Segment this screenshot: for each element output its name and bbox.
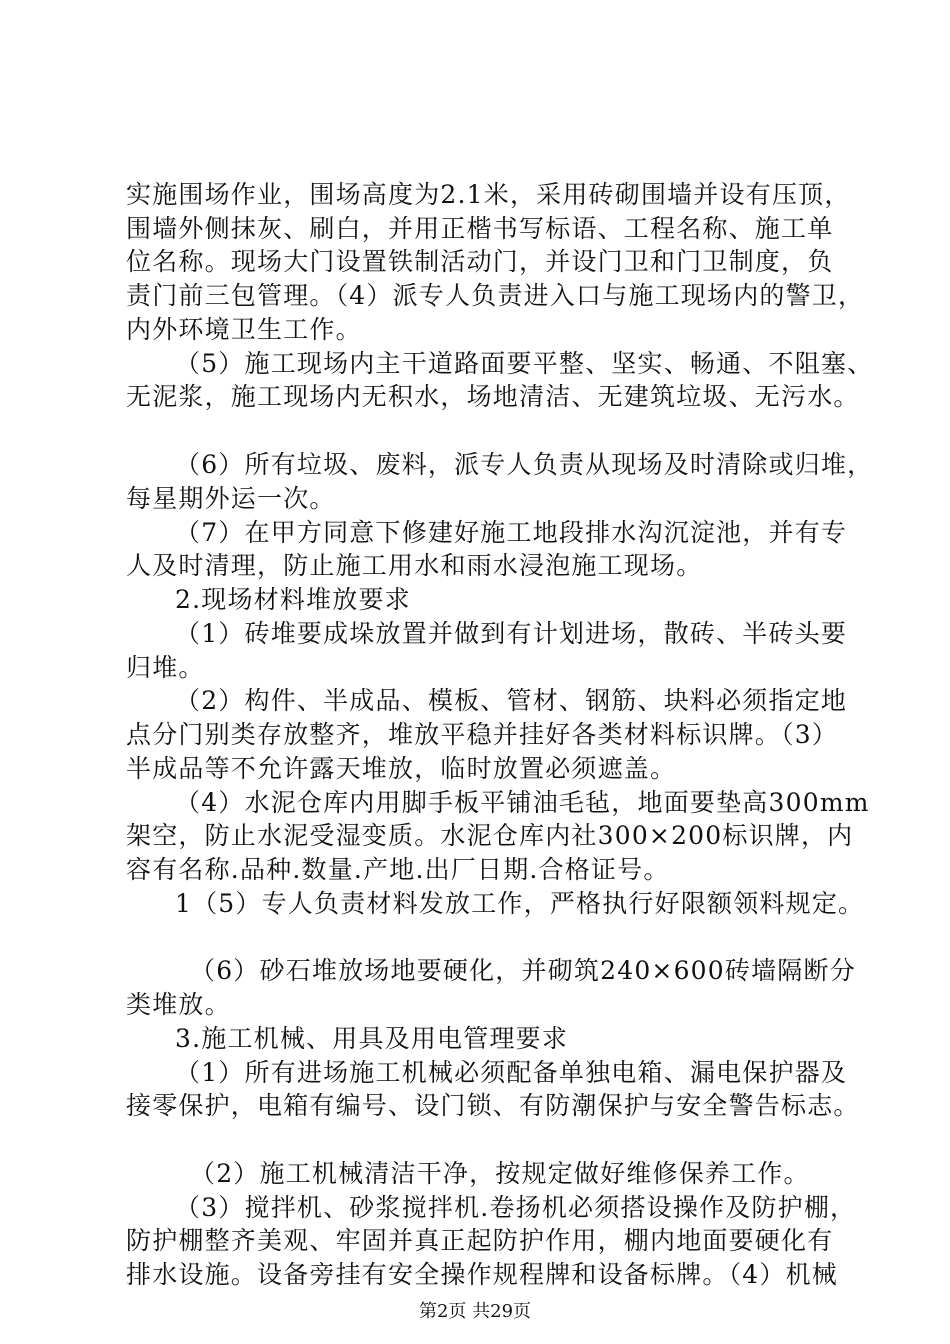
text-line: 围墙外侧抹灰、刷白，并用正楷书写标语、工程名称、施工单 [126, 214, 834, 243]
text-line: 防护棚整齐美观、牢固并真正起防护作用，棚内地面要硬化有 [126, 1226, 834, 1255]
page-number: 第2页 共29页 [418, 1301, 532, 1322]
text-line: 每星期外运一次。 [126, 484, 336, 513]
text-line: 1（5）专人负责材料发放工作，严格执行好限额领料规定。 [175, 889, 865, 918]
text-line: 人及时清理，防止施工用水和雨水浸泡施工现场。 [126, 551, 703, 580]
text-line: 类堆放。 [126, 990, 231, 1019]
text-line: （3）搅拌机、砂浆搅拌机.卷扬机必须搭设操作及防护棚， [175, 1193, 857, 1222]
text-line: 位名称。现场大门设置铁制活动门，并设门卫和门卫制度，负 [126, 247, 834, 276]
text-line: 排水设施。设备旁挂有安全操作规程牌和设备标牌。（4）机械 [126, 1260, 839, 1289]
text-line: （2）构件、半成品、模板、管材、钢筋、块料必须指定地 [175, 686, 848, 715]
text-line: 半成品等不允许露天堆放，临时放置必须遮盖。 [126, 754, 677, 783]
text-line: （6）所有垃圾、废料，派专人负责从现场及时清除或归堆， [175, 450, 874, 479]
text-line: （1）砖堆要成垛放置并做到有计划进场，散砖、半砖头要 [175, 619, 848, 648]
section-heading: 2.现场材料堆放要求 [175, 585, 411, 614]
section-heading: 3.施工机械、用具及用电管理要求 [175, 1024, 569, 1053]
text-line: 内外环境卫生工作。 [126, 315, 362, 344]
text-line: （7）在甲方同意下修建好施工地段排水沟沉淀池，并有专 [175, 518, 848, 547]
text-line: 架空，防止水泥受湿变质。水泥仓库内社300×200标识牌，内 [126, 821, 854, 850]
text-line: 责门前三包管理。（4）派专人负责进入口与施工现场内的警卫， [126, 281, 865, 310]
text-line: 实施围场作业，围场高度为2.1米，采用砖砌围墙并设有压顶， [126, 180, 851, 209]
text-line: （6）砂石堆放场地要硬化，并砌筑240×600砖墙隔断分 [190, 956, 856, 985]
text-line: （2）施工机械清洁干净，按规定做好维修保养工作。 [190, 1159, 810, 1188]
text-line: 接零保护，电箱有编号、设门锁、有防潮保护与安全警告标志。 [126, 1091, 860, 1120]
text-line: （4）水泥仓库内用脚手板平铺油毛毡，地面要垫高300mm [175, 788, 870, 817]
text-line: 容有名称.品种.数量.产地.出厂日期.合格证号。 [126, 855, 670, 884]
text-line: （1）所有进场施工机械必须配备单独电箱、漏电保护器及 [175, 1058, 848, 1087]
text-line: 归堆。 [126, 653, 205, 682]
text-line: 无泥浆，施工现场内无积水，场地清洁、无建筑垃圾、无污水。 [126, 382, 860, 411]
text-line: 点分门别类存放整齐，堆放平稳并挂好各类材料标识牌。（3） [126, 720, 839, 749]
text-line: （5）施工现场内主干道路面要平整、坚实、畅通、不阻塞、 [175, 349, 874, 378]
